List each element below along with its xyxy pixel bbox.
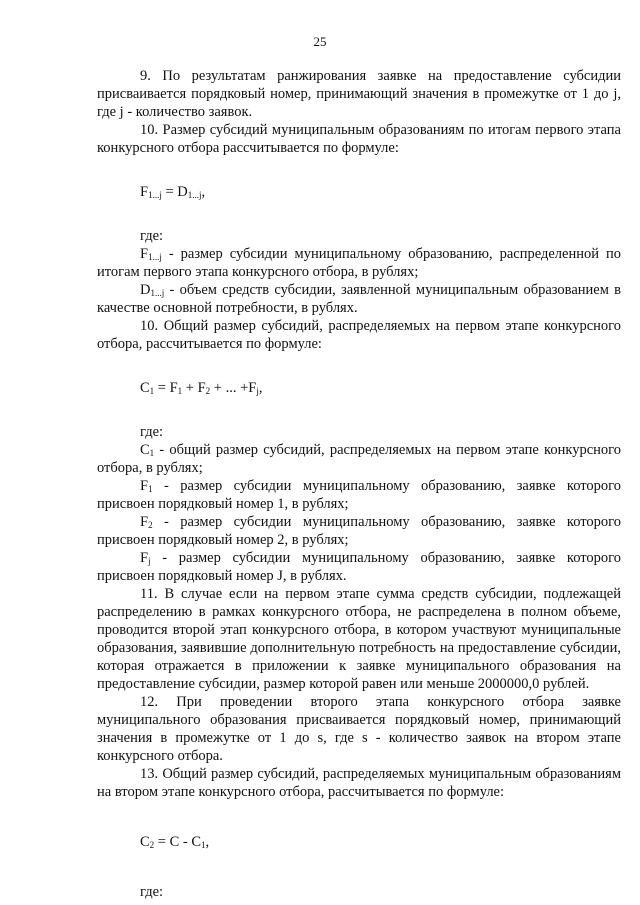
definition-F-1-j: $F_{1...j}$ - размер субсидии муниципальному образованию, распределенной по итогам первого этапа конкурсного отбора, в рублях; [97, 246, 621, 280]
paragraph-13: 13. Общий размер субсидий, распределяемых муниципальным образованиям на втором этапе конкурсного отбора, рассчитывается по формуле: [97, 766, 621, 800]
definition-Fj: $F_j$ - размер субсидии муниципальному образованию, заявке которого присвоен порядковый номер J, в рублях. [97, 550, 621, 584]
paragraph-11: 11. В случае если на первом этапе сумма средств субсидии, подлежащей распределению в рамках конкурсного отбора, не распределена в полном объеме, проводится второй этап конкурсного отбора, в котором участвуют муниципальные образования, заявившие дополнительную потребность на предоставление субсидии, которая отражается в приложении к заявке муниципального образования на предоставление субсидии, размер которой равен или меньше 2000000,0 рублей. [97, 586, 621, 692]
document-body [97, 67, 621, 901]
paragraph-12: 12. При проведении второго этапа конкурсного отбора заявке муниципального образования присваивается порядковый номер, принимающий значения в промежутке от 1 до s, где s - количество заявок на втором этапе конкурсного отбора. [97, 694, 621, 764]
definition-C1: $C_1$ - общий размер субсидий, распределяемых на первом этапе конкурсного отбора, в рублях; [97, 442, 621, 476]
where-label-3: где: [140, 884, 164, 900]
paragraph-10-total: 10. Общий размер субсидий, распределяемых на первом этапе конкурсного отбора, рассчитывается по формуле: [97, 318, 621, 352]
paragraph-10-first-stage: 10. Размер субсидий муниципальным образованиям по итогам первого этапа конкурсного отбора рассчитывается по формуле: [97, 122, 621, 156]
definition-D-1-j: $D_{1...j}$ - объем средств субсидии, заявленной муниципальным образованием в качестве основной потребности, в рублях. [97, 282, 621, 316]
formula-total-first-stage: $C_1 = F_1 + F_2$ + ... $+F_j$, [140, 380, 263, 396]
where-label: где: [140, 228, 164, 244]
definition-F1: $F_1$ - размер субсидии муниципальному образованию, заявке которого присвоен порядковый номер 1, в рублях; [97, 478, 621, 512]
formula-second-stage: $C_2 = C - C_1$, [140, 834, 210, 850]
paragraph-9: 9. По результатам ранжирования заявке на предоставление субсидии присваивается порядковый номер, принимающий значения в промежутке от 1 до j, где j - количество заявок. [97, 68, 621, 120]
definition-F2: $F_2$ - размер субсидии муниципальному образованию, заявке которого присвоен порядковый номер 2, в рублях; [97, 514, 621, 548]
page-number: 25 [313, 34, 327, 49]
formula-first-stage-subsidy: $F_{1...j} = D_{1...j}$, [140, 184, 206, 200]
where-label-2: где: [140, 424, 164, 440]
